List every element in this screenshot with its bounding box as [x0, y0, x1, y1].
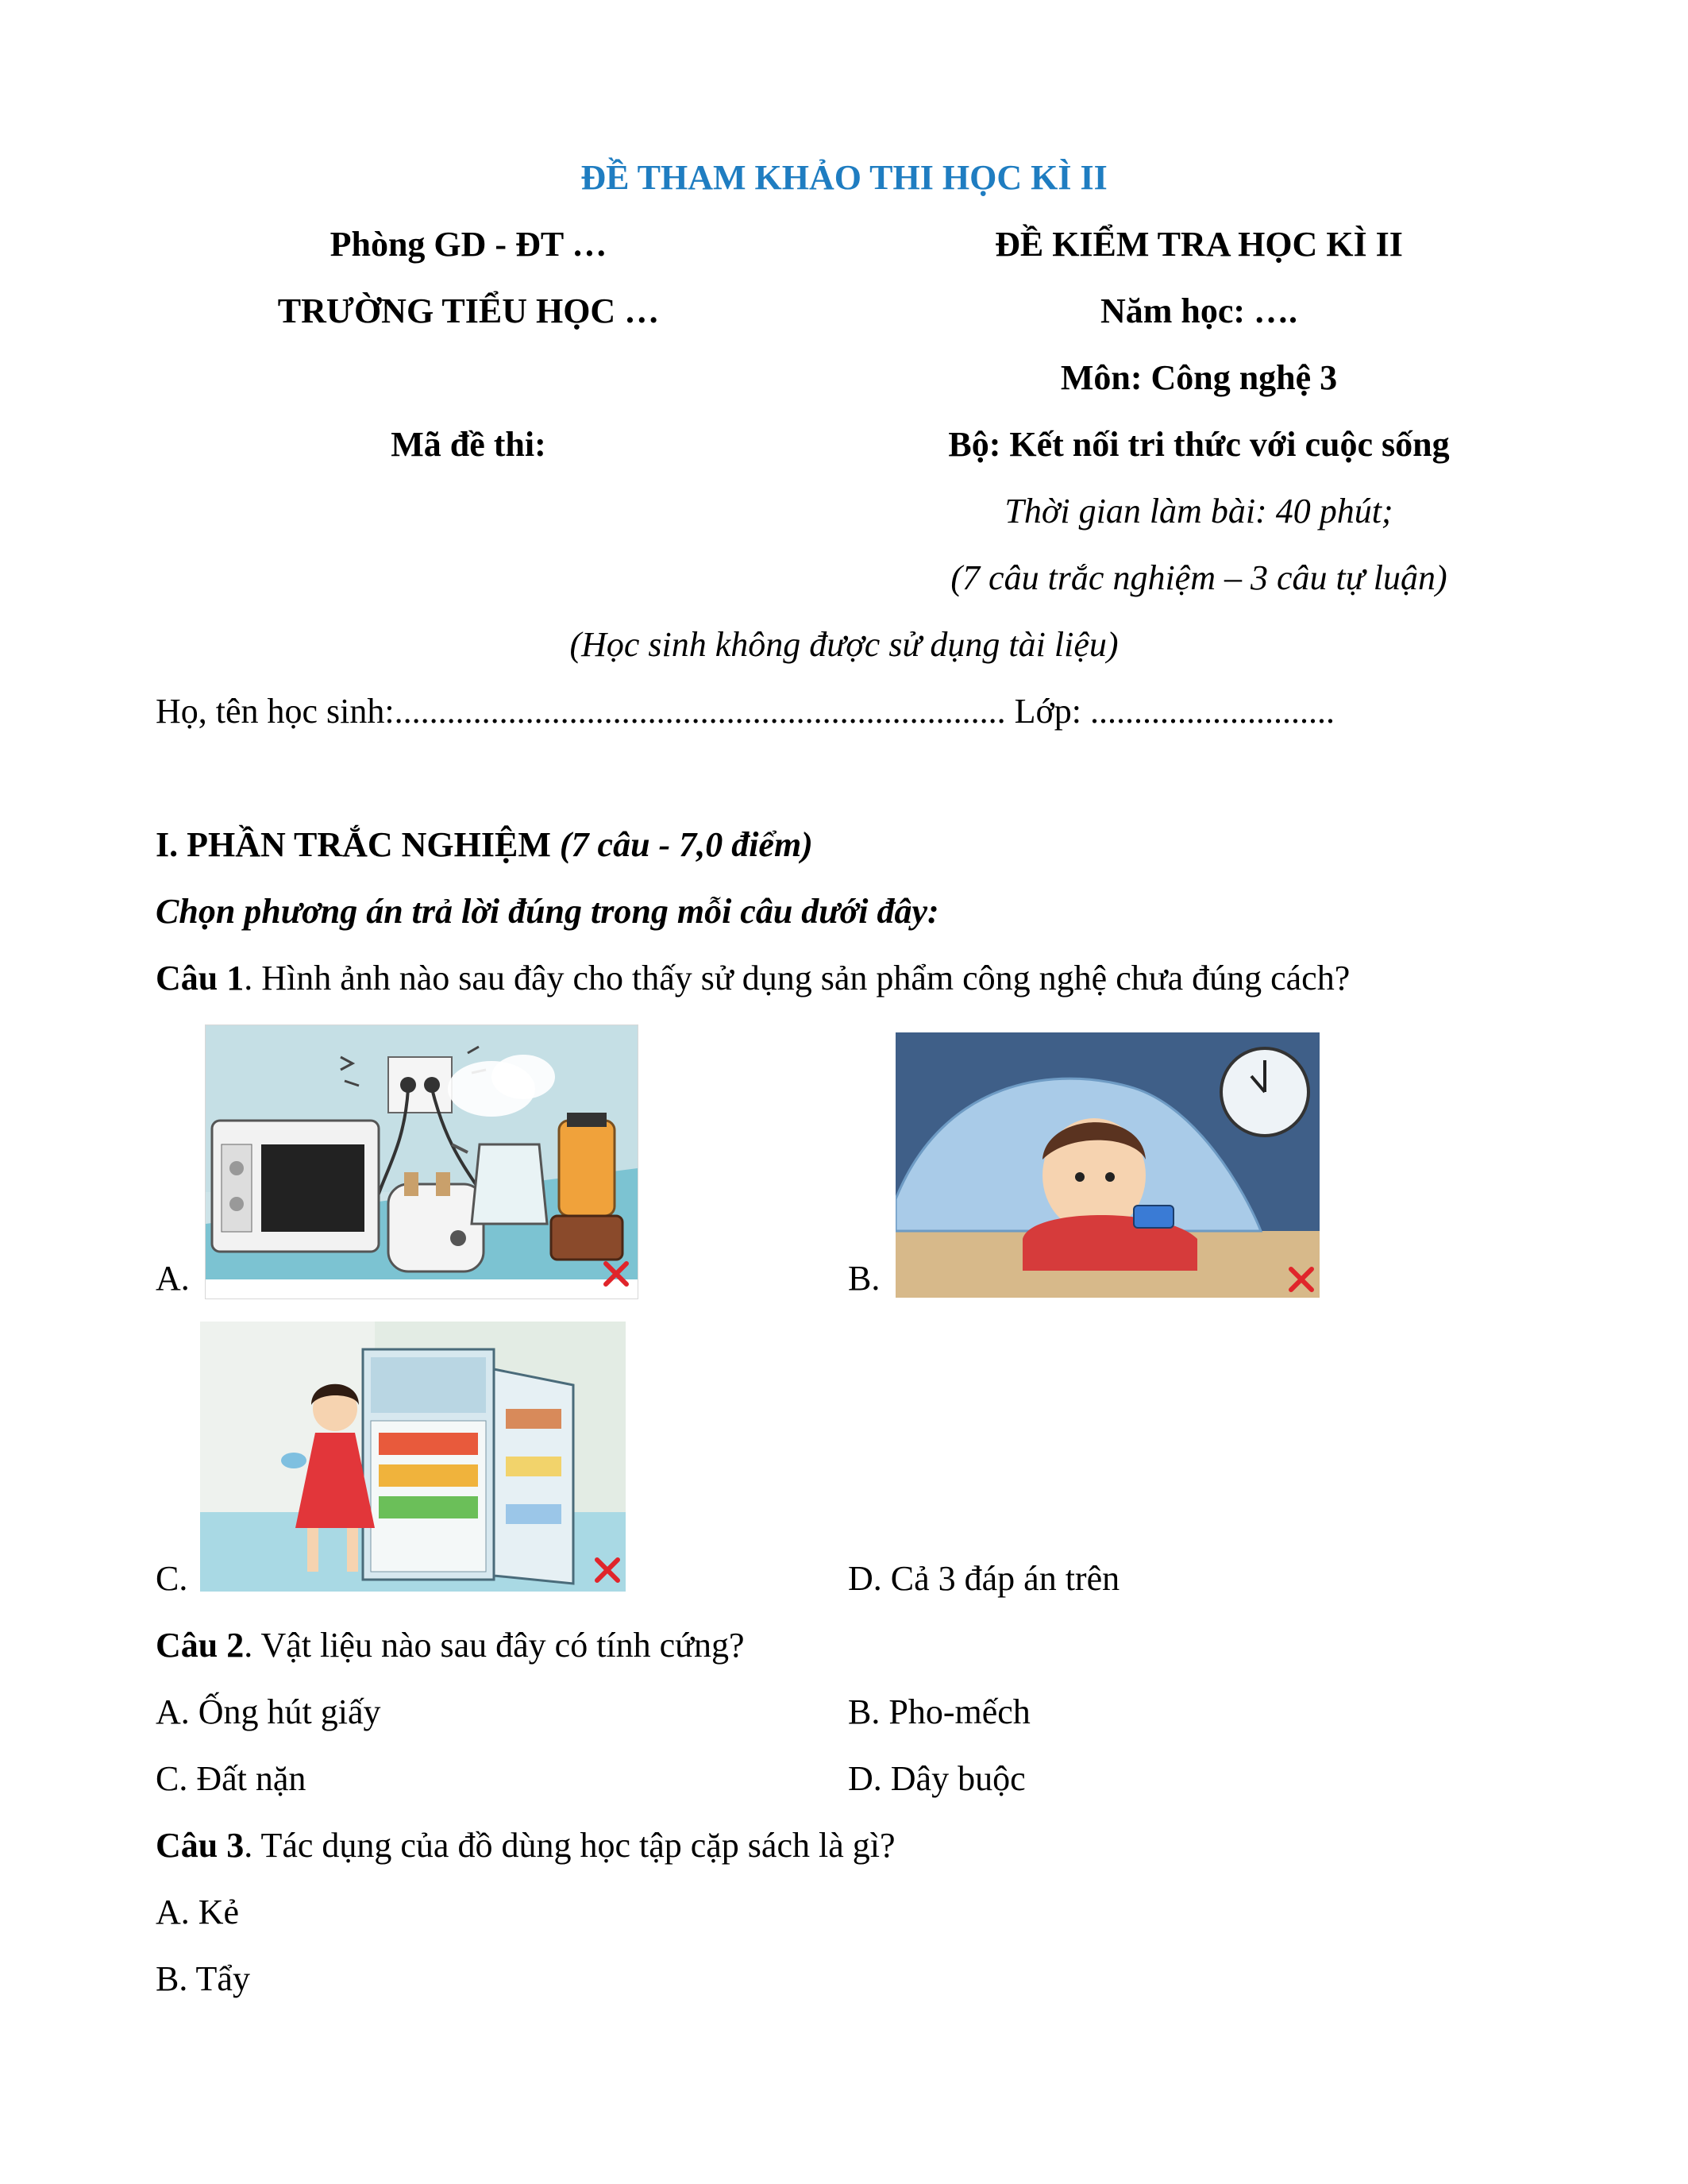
section-heading: [156, 824, 813, 866]
kitchen-appliances-illustration: [206, 1025, 638, 1298]
option-a-image[interactable]: [205, 1024, 638, 1299]
question-label: Câu 3: [156, 1826, 245, 1865]
subject-label: Môn: Công nghệ 3: [1060, 358, 1338, 397]
wrong-mark-icon: [599, 1257, 633, 1291]
q1-option-d-label[interactable]: D. Cả 3 đáp án trên: [848, 1559, 1120, 1598]
time-limit-label: Thời gian làm bài: 40 phút;: [1004, 492, 1393, 531]
question-label: Câu 2: [156, 1626, 245, 1665]
option-b-image[interactable]: [896, 1032, 1320, 1298]
question-text: . Vật liệu nào sau đây có tính cứng?: [244, 1626, 745, 1665]
section-instruction: Chọn phương án trả lời đúng trong mỗi câu dưới đây:: [156, 892, 939, 931]
option-c-image[interactable]: [200, 1322, 626, 1592]
child-phone-night-illustration: [896, 1032, 1320, 1298]
q2-option-b[interactable]: B. Pho-mếch: [848, 1692, 1031, 1731]
q1-option-a-label[interactable]: A.: [156, 1259, 190, 1298]
question-count-label: (7 câu trắc nghiệm – 3 câu tự luận): [950, 558, 1447, 597]
q1-option-c-label[interactable]: C.: [156, 1559, 188, 1598]
section-points: (7 câu - 7,0 điểm): [559, 825, 813, 864]
exam-code-label: Mã đề thi:: [391, 425, 546, 464]
section-title: I. PHẦN TRẮC NGHIỆM: [156, 825, 551, 864]
question-1: [156, 958, 1350, 999]
question-text: . Tác dụng của đồ dùng học tập cặp sách là gì?: [244, 1826, 896, 1865]
exam-note: (Học sinh không được sử dụng tài liệu): [569, 625, 1119, 664]
textbook-series-label: Bộ: Kết nối tri thức với cuộc sống: [948, 425, 1450, 464]
question-2: [156, 1625, 745, 1666]
girl-open-fridge-illustration: [200, 1322, 626, 1592]
q2-option-d[interactable]: D. Dây buộc: [848, 1759, 1026, 1798]
wrong-mark-icon: [591, 1553, 624, 1587]
question-text: . Hình ảnh nào sau đây cho thấy sử dụng sản phẩm công nghệ chưa đúng cách?: [244, 959, 1351, 997]
q3-option-a[interactable]: A. Kẻ: [156, 1893, 240, 1931]
exam-type-label: ĐỀ KIỂM TRA HỌC KÌ II: [995, 225, 1403, 264]
q3-option-b[interactable]: B. Tẩy: [156, 1959, 250, 1998]
question-3: [156, 1825, 895, 1866]
student-info-line: Họ, tên học sinh:...................................................................... Lớp: ............................: [156, 692, 1335, 731]
q2-option-c[interactable]: C. Đất nặn: [156, 1759, 306, 1798]
q2-option-a[interactable]: A. Ống hút giấy: [156, 1692, 381, 1731]
wrong-mark-icon: [1285, 1263, 1318, 1296]
q1-option-b-label[interactable]: B.: [848, 1259, 881, 1298]
school-year-label: Năm học: ….: [1100, 291, 1298, 330]
question-label: Câu 1: [156, 959, 245, 997]
page-title: ĐỀ THAM KHẢO THI HỌC KÌ II: [580, 158, 1108, 197]
department-label: Phòng GD - ĐT …: [330, 225, 607, 264]
school-label: TRƯỜNG TIỂU HỌC …: [277, 291, 660, 330]
